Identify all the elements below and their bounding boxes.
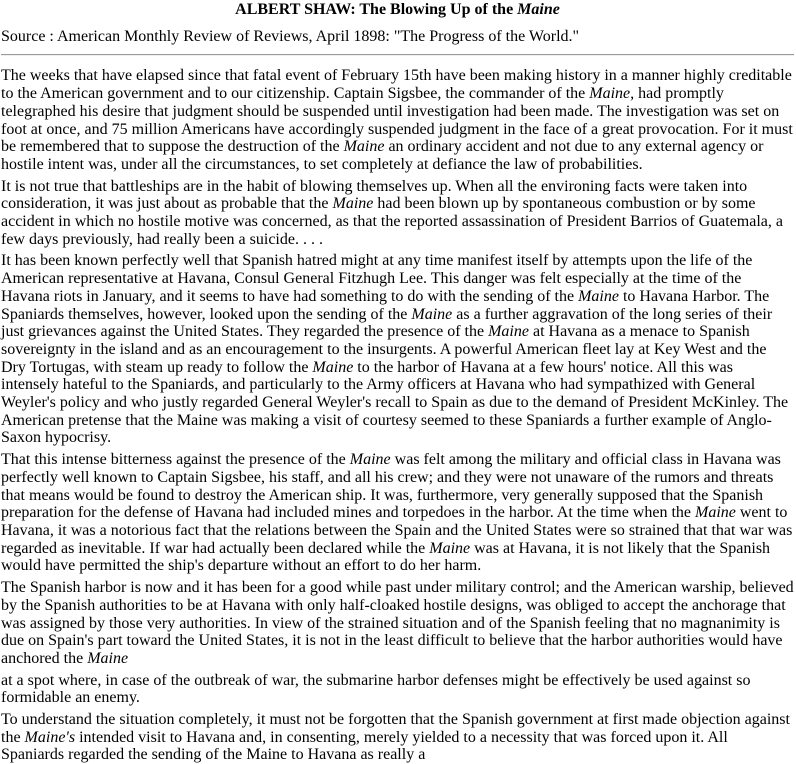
article-body bbox=[1, 67, 794, 764]
paragraph: It is not true that battleships are in the habit of blowing themselves up. When all the environing facts were taken into consideration, it was just about as probable that the Maine had been blown up by spontaneous combustion or by some accident in which no hostile motive was concerned, as that the reported assassination of President Barrios of Guatemala, a few days previously, had really been a suicide. . . . bbox=[1, 177, 783, 248]
divider-rule bbox=[1, 54, 794, 56]
document-page bbox=[0, 1, 796, 764]
paragraph: To understand the situation completely, it must not be forgotten that the Spanish government at first made objection against the Maine's intended visit to Havana and, in consenting, merely yielded to a necessity that was forced upon it. All Spaniards regarded the sending of the Maine to Havana as really a bbox=[1, 711, 790, 764]
paragraph: That this intense bitterness against the presence of the Maine was felt among the military and official class in Havana was perfectly well known to Captain Sigsbee, his staff, and all his crew; and they were not unaware of the rumors and threats that means would be found to destroy the American ship. It was, furthermore, very generally supposed that the Spanish preparation for the defense of Havana had included mines and torpedoes in the harbor. At the time when the Maine went to Havana, it was a notorious fact that the relations between the Spain and the United States were so strained that that war was regarded as inevitable. If war had actually been declared while the Maine was at Havana, it is not likely that the Spanish would have permitted the ship's departure without an effort to do her harm. bbox=[1, 451, 793, 575]
paragraph: at a spot where, in case of the outbreak of war, the submarine harbor defenses might be effectively be used against so formidable an enemy. bbox=[1, 671, 751, 707]
paragraph: It has been known perfectly well that Spanish hatred might at any time manifest itself by attempts upon the life of the American representative at Havana, Consul General Fitzhugh Lee. This danger was felt especially at the time of the Havana riots in January, and it seems to have had something to do with the sending of the Maine to Havana Harbor. The Spaniards themselves, however, looked upon the sending of the Maine as a further aggravation of the long series of their just grievances against the United States. They regarded the presence of the Maine at Havana as a menace to Spanish sovereignty in the island and as an encouragement to the insurgents. A powerful American fleet lay at Key West and the Dry Tortugas, with steam up ready to follow the Maine to the harbor of Havana at a few hours' notice. All this was intensely hateful to the Spaniards, and particularly to the Army officers at Havana who had sympathized with General Weyler's policy and who justly regarded General Weyler's recall to Spain as due to the demand of President McKinley. The American pretense that the Maine was making a visit of courtesy seemed to these Spaniards a further example of Anglo-Saxon hypocrisy. bbox=[1, 252, 789, 447]
source-line: Source : American Monthly Review of Reviews, April 1898: "The Progress of the World." bbox=[1, 27, 580, 45]
paragraph: The Spanish harbor is now and it has been for a good while past under military control; and the American warship, believed by the Spanish authorities to be at Havana with only half-cloaked hostile designs, was obliged to accept the anchorage that was assigned by those very authorities. In view of the strained situation and of the Spanish feeling that no magnanimity is due on Spain's part toward the United States, it is not in the least difficult to believe that the harbor authorities would have anchored the Maine bbox=[1, 579, 794, 667]
paragraph: The weeks that have elapsed since that fatal event of February 15th have been making history in a manner highly creditable to the American government and to our citizenship. Captain Sigsbee, the commander of the Maine, had promptly telegraphed his desire that judgment should be suspended until investigation had been made. The investigation was set on foot at once, and 75 million Americans have accordingly suspended judgment in the face of a great provocation. For it must be remembered that to suppose the destruction of the Maine an ordinary accident and not due to any external agency or hostile intent was, under all the circumstances, to set completely at defiance the law of probabilities. bbox=[1, 67, 793, 173]
document-title: ALBERT SHAW: The Blowing Up of the Maine bbox=[235, 1, 560, 18]
